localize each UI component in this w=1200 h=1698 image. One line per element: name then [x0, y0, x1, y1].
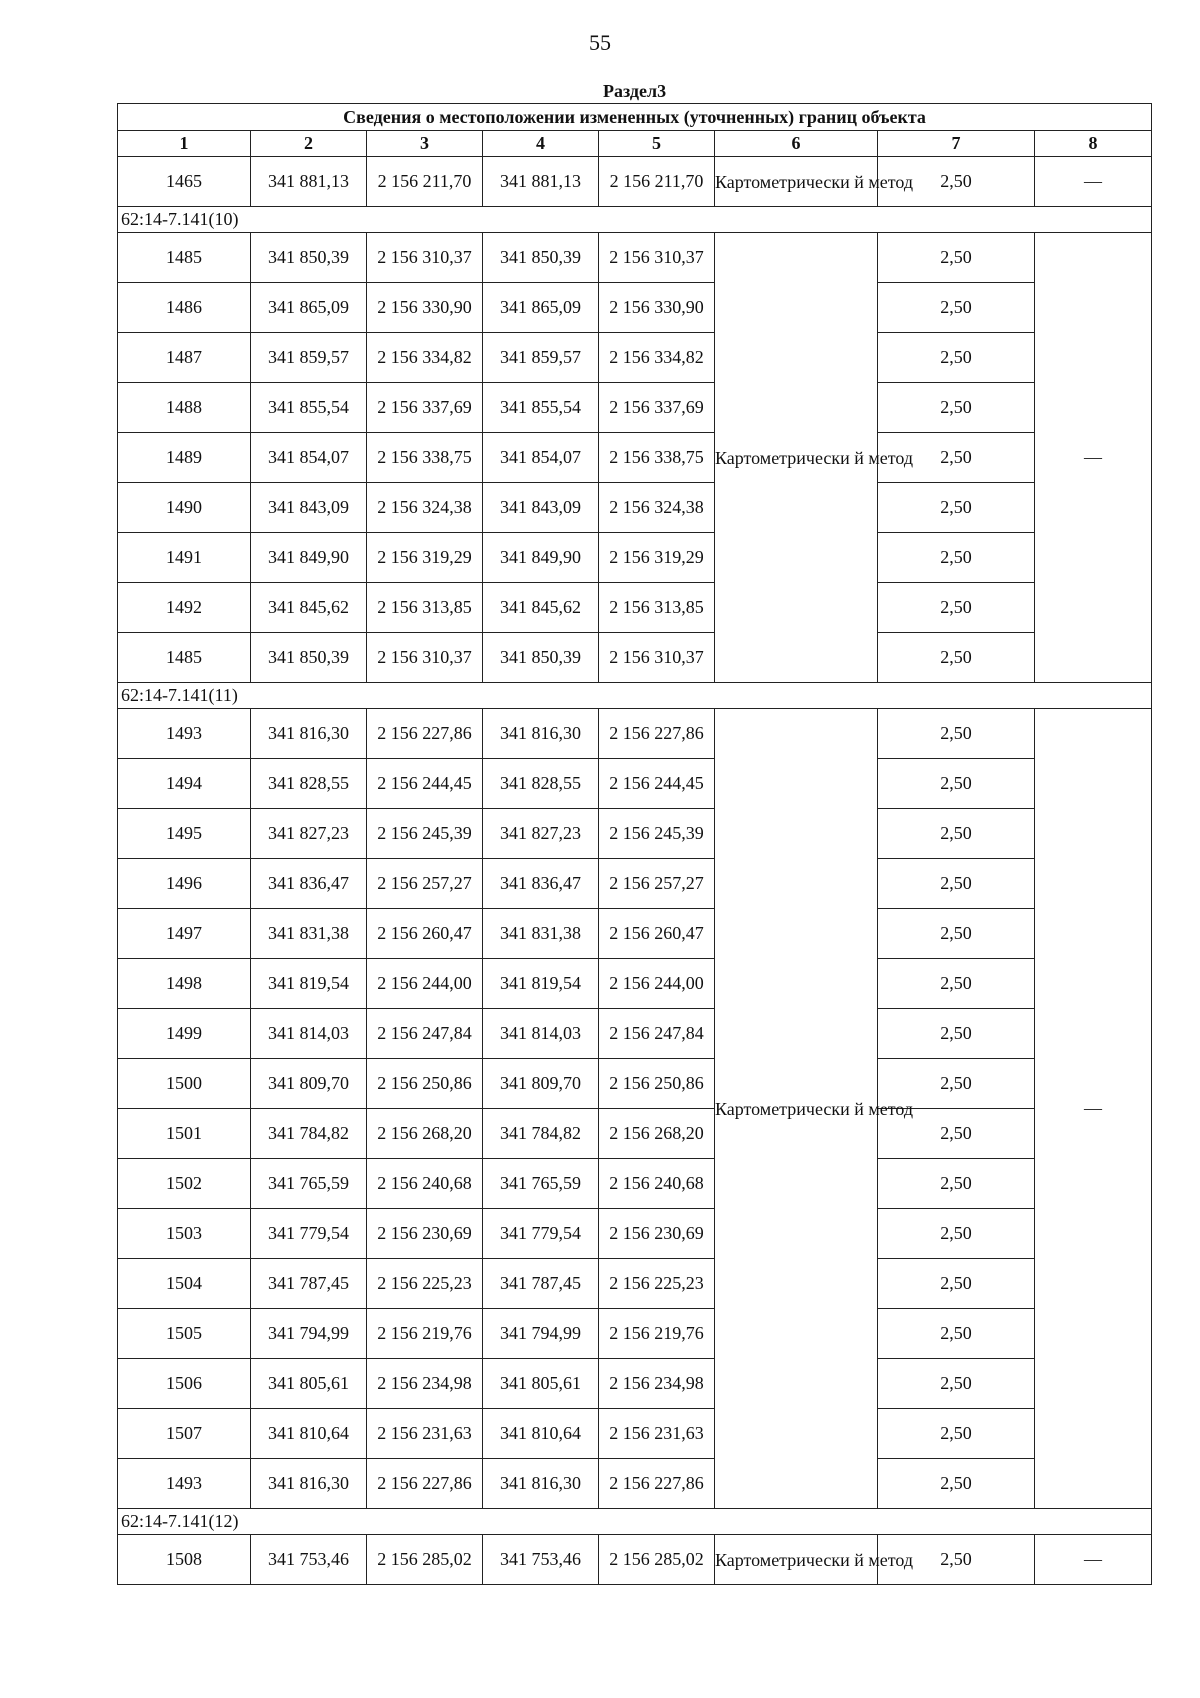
x-old-cell: 341 850,39 — [251, 633, 367, 683]
x-new-cell: 341 809,70 — [483, 1059, 599, 1109]
group-label: 62:14-7.141(11) — [118, 683, 1152, 709]
y-new-cell: 2 156 310,37 — [599, 233, 715, 283]
y-new-cell: 2 156 337,69 — [599, 383, 715, 433]
y-old-cell: 2 156 319,29 — [367, 533, 483, 583]
y-old-cell: 2 156 324,38 — [367, 483, 483, 533]
group-label: 62:14-7.141(10) — [118, 207, 1152, 233]
y-old-cell: 2 156 234,98 — [367, 1359, 483, 1409]
group-label: 62:14-7.141(12) — [118, 1509, 1152, 1535]
table-caption-row — [118, 104, 1152, 131]
y-new-cell: 2 156 285,02 — [599, 1535, 715, 1585]
point-number-cell: 1508 — [118, 1535, 251, 1585]
accuracy-cell: 2,50 — [878, 433, 1035, 483]
y-new-cell: 2 156 227,86 — [599, 1459, 715, 1509]
x-new-cell: 341 787,45 — [483, 1259, 599, 1309]
point-number-cell: 1492 — [118, 583, 251, 633]
x-new-cell: 341 831,38 — [483, 909, 599, 959]
x-old-cell: 341 859,57 — [251, 333, 367, 383]
table-row — [118, 959, 1152, 1009]
y-old-cell: 2 156 244,00 — [367, 959, 483, 1009]
y-old-cell: 2 156 244,45 — [367, 759, 483, 809]
accuracy-cell: 2,50 — [878, 1159, 1035, 1209]
point-number-cell: 1489 — [118, 433, 251, 483]
table-row — [118, 1259, 1152, 1309]
point-number-cell: 1503 — [118, 1209, 251, 1259]
x-old-cell: 341 753,46 — [251, 1535, 367, 1585]
group-header-row — [118, 1509, 1152, 1535]
y-old-cell: 2 156 219,76 — [367, 1309, 483, 1359]
point-number-cell: 1505 — [118, 1309, 251, 1359]
y-old-cell: 2 156 338,75 — [367, 433, 483, 483]
table-row — [118, 333, 1152, 383]
accuracy-cell: 2,50 — [878, 633, 1035, 683]
y-old-cell: 2 156 268,20 — [367, 1109, 483, 1159]
y-old-cell: 2 156 285,02 — [367, 1535, 483, 1585]
x-new-cell: 341 819,54 — [483, 959, 599, 1009]
point-number-cell: 1488 — [118, 383, 251, 433]
x-new-cell: 341 805,61 — [483, 1359, 599, 1409]
x-new-cell: 341 854,07 — [483, 433, 599, 483]
y-new-cell: 2 156 310,37 — [599, 633, 715, 683]
x-old-cell: 341 809,70 — [251, 1059, 367, 1109]
y-old-cell: 2 156 240,68 — [367, 1159, 483, 1209]
y-old-cell: 2 156 250,86 — [367, 1059, 483, 1109]
x-old-cell: 341 843,09 — [251, 483, 367, 533]
column-number: 5 — [599, 131, 715, 157]
accuracy-cell: 2,50 — [878, 1259, 1035, 1309]
y-new-cell: 2 156 240,68 — [599, 1159, 715, 1209]
y-new-cell: 2 156 257,27 — [599, 859, 715, 909]
accuracy-cell: 2,50 — [878, 959, 1035, 1009]
boundary-coordinates-table — [117, 79, 1152, 1585]
y-new-cell: 2 156 211,70 — [599, 157, 715, 207]
dash-cell: — — [1035, 233, 1152, 683]
dash-cell: — — [1035, 1535, 1152, 1585]
point-number-cell: 1486 — [118, 283, 251, 333]
accuracy-cell: 2,50 — [878, 383, 1035, 433]
y-old-cell: 2 156 230,69 — [367, 1209, 483, 1259]
table-row — [118, 1109, 1152, 1159]
point-number-cell: 1507 — [118, 1409, 251, 1459]
x-old-cell: 341 855,54 — [251, 383, 367, 433]
x-new-cell: 341 753,46 — [483, 1535, 599, 1585]
y-new-cell: 2 156 247,84 — [599, 1009, 715, 1059]
column-number-row — [118, 131, 1152, 157]
y-old-cell: 2 156 247,84 — [367, 1009, 483, 1059]
method-cell: Картометрически й метод — [715, 709, 878, 1509]
table-row — [118, 533, 1152, 583]
accuracy-cell: 2,50 — [878, 859, 1035, 909]
column-number: 8 — [1035, 131, 1152, 157]
table-row — [118, 1409, 1152, 1459]
x-new-cell: 341 784,82 — [483, 1109, 599, 1159]
point-number-cell: 1497 — [118, 909, 251, 959]
accuracy-cell: 2,50 — [878, 157, 1035, 207]
x-new-cell: 341 855,54 — [483, 383, 599, 433]
column-number: 1 — [118, 131, 251, 157]
accuracy-cell: 2,50 — [878, 1459, 1035, 1509]
x-new-cell: 341 849,90 — [483, 533, 599, 583]
dash-cell: — — [1035, 709, 1152, 1509]
x-old-cell: 341 814,03 — [251, 1009, 367, 1059]
point-number-cell: 1493 — [118, 1459, 251, 1509]
y-old-cell: 2 156 313,85 — [367, 583, 483, 633]
x-old-cell: 341 828,55 — [251, 759, 367, 809]
table-row — [118, 1535, 1152, 1585]
x-new-cell: 341 865,09 — [483, 283, 599, 333]
point-number-cell: 1506 — [118, 1359, 251, 1409]
x-new-cell: 341 828,55 — [483, 759, 599, 809]
section-title-row — [118, 79, 1152, 104]
y-new-cell: 2 156 227,86 — [599, 709, 715, 759]
y-old-cell: 2 156 227,86 — [367, 709, 483, 759]
x-old-cell: 341 784,82 — [251, 1109, 367, 1159]
y-new-cell: 2 156 244,45 — [599, 759, 715, 809]
column-number: 4 — [483, 131, 599, 157]
x-new-cell: 341 850,39 — [483, 233, 599, 283]
x-new-cell: 341 814,03 — [483, 1009, 599, 1059]
table-row — [118, 157, 1152, 207]
accuracy-cell: 2,50 — [878, 483, 1035, 533]
x-new-cell: 341 779,54 — [483, 1209, 599, 1259]
accuracy-cell: 2,50 — [878, 283, 1035, 333]
accuracy-cell: 2,50 — [878, 1209, 1035, 1259]
x-new-cell: 341 845,62 — [483, 583, 599, 633]
accuracy-cell: 2,50 — [878, 1059, 1035, 1109]
accuracy-cell: 2,50 — [878, 1309, 1035, 1359]
point-number-cell: 1504 — [118, 1259, 251, 1309]
x-old-cell: 341 865,09 — [251, 283, 367, 333]
y-new-cell: 2 156 225,23 — [599, 1259, 715, 1309]
x-old-cell: 341 850,39 — [251, 233, 367, 283]
x-old-cell: 341 816,30 — [251, 1459, 367, 1509]
point-number-cell: 1485 — [118, 233, 251, 283]
point-number-cell: 1490 — [118, 483, 251, 533]
column-number: 3 — [367, 131, 483, 157]
table-row — [118, 909, 1152, 959]
x-old-cell: 341 827,23 — [251, 809, 367, 859]
y-old-cell: 2 156 310,37 — [367, 633, 483, 683]
y-new-cell: 2 156 313,85 — [599, 583, 715, 633]
y-new-cell: 2 156 230,69 — [599, 1209, 715, 1259]
accuracy-cell: 2,50 — [878, 533, 1035, 583]
x-new-cell: 341 850,39 — [483, 633, 599, 683]
accuracy-cell: 2,50 — [878, 1009, 1035, 1059]
page-number: 55 — [589, 30, 611, 55]
x-old-cell: 341 765,59 — [251, 1159, 367, 1209]
group-header-row — [118, 207, 1152, 233]
table-row — [118, 283, 1152, 333]
y-new-cell: 2 156 338,75 — [599, 433, 715, 483]
accuracy-cell: 2,50 — [878, 809, 1035, 859]
y-new-cell: 2 156 234,98 — [599, 1359, 715, 1409]
table-row — [118, 233, 1152, 283]
table-row — [118, 1309, 1152, 1359]
y-old-cell: 2 156 231,63 — [367, 1409, 483, 1459]
x-old-cell: 341 881,13 — [251, 157, 367, 207]
x-old-cell: 341 805,61 — [251, 1359, 367, 1409]
x-new-cell: 341 816,30 — [483, 709, 599, 759]
y-old-cell: 2 156 330,90 — [367, 283, 483, 333]
x-old-cell: 341 836,47 — [251, 859, 367, 909]
y-new-cell: 2 156 324,38 — [599, 483, 715, 533]
y-new-cell: 2 156 334,82 — [599, 333, 715, 383]
accuracy-cell: 2,50 — [878, 1109, 1035, 1159]
y-new-cell: 2 156 268,20 — [599, 1109, 715, 1159]
x-new-cell: 341 827,23 — [483, 809, 599, 859]
y-old-cell: 2 156 310,37 — [367, 233, 483, 283]
table-row — [118, 433, 1152, 483]
table-row — [118, 709, 1152, 759]
x-new-cell: 341 843,09 — [483, 483, 599, 533]
table-row — [118, 633, 1152, 683]
table-row — [118, 759, 1152, 809]
y-old-cell: 2 156 337,69 — [367, 383, 483, 433]
table-row — [118, 1359, 1152, 1409]
table-row — [118, 1209, 1152, 1259]
y-new-cell: 2 156 219,76 — [599, 1309, 715, 1359]
dash-cell: — — [1035, 157, 1152, 207]
y-new-cell: 2 156 330,90 — [599, 283, 715, 333]
x-old-cell: 341 831,38 — [251, 909, 367, 959]
x-new-cell: 341 836,47 — [483, 859, 599, 909]
accuracy-cell: 2,50 — [878, 1409, 1035, 1459]
x-old-cell: 341 854,07 — [251, 433, 367, 483]
x-old-cell: 341 810,64 — [251, 1409, 367, 1459]
x-new-cell: 341 810,64 — [483, 1409, 599, 1459]
x-new-cell: 341 765,59 — [483, 1159, 599, 1209]
table-row — [118, 1459, 1152, 1509]
point-number-cell: 1487 — [118, 333, 251, 383]
x-old-cell: 341 787,45 — [251, 1259, 367, 1309]
table-caption: Сведения о местоположении измененных (уточненных) границ объекта — [118, 104, 1152, 131]
x-old-cell: 341 819,54 — [251, 959, 367, 1009]
accuracy-cell: 2,50 — [878, 709, 1035, 759]
accuracy-cell: 2,50 — [878, 583, 1035, 633]
point-number-cell: 1465 — [118, 157, 251, 207]
table-row — [118, 809, 1152, 859]
point-number-cell: 1493 — [118, 709, 251, 759]
accuracy-cell: 2,50 — [878, 759, 1035, 809]
y-new-cell: 2 156 260,47 — [599, 909, 715, 959]
method-cell: Картометрически й метод — [715, 1535, 878, 1585]
x-old-cell: 341 845,62 — [251, 583, 367, 633]
y-old-cell: 2 156 257,27 — [367, 859, 483, 909]
y-old-cell: 2 156 334,82 — [367, 333, 483, 383]
x-new-cell: 341 859,57 — [483, 333, 599, 383]
y-old-cell: 2 156 245,39 — [367, 809, 483, 859]
method-cell: Картометрически й метод — [715, 233, 878, 683]
point-number-cell: 1498 — [118, 959, 251, 1009]
accuracy-cell: 2,50 — [878, 333, 1035, 383]
y-old-cell: 2 156 211,70 — [367, 157, 483, 207]
point-number-cell: 1502 — [118, 1159, 251, 1209]
table-row — [118, 859, 1152, 909]
point-number-cell: 1496 — [118, 859, 251, 909]
accuracy-cell: 2,50 — [878, 1535, 1035, 1585]
point-number-cell: 1491 — [118, 533, 251, 583]
accuracy-cell: 2,50 — [878, 1359, 1035, 1409]
y-old-cell: 2 156 260,47 — [367, 909, 483, 959]
y-new-cell: 2 156 245,39 — [599, 809, 715, 859]
y-old-cell: 2 156 227,86 — [367, 1459, 483, 1509]
method-cell: Картометрически й метод — [715, 157, 878, 207]
table-row — [118, 1159, 1152, 1209]
table-row — [118, 1059, 1152, 1109]
y-new-cell: 2 156 250,86 — [599, 1059, 715, 1109]
point-number-cell: 1501 — [118, 1109, 251, 1159]
table-row — [118, 583, 1152, 633]
column-number: 7 — [878, 131, 1035, 157]
x-new-cell: 341 881,13 — [483, 157, 599, 207]
x-old-cell: 341 849,90 — [251, 533, 367, 583]
table-row — [118, 483, 1152, 533]
table-row — [118, 1009, 1152, 1059]
x-old-cell: 341 779,54 — [251, 1209, 367, 1259]
y-new-cell: 2 156 231,63 — [599, 1409, 715, 1459]
accuracy-cell: 2,50 — [878, 909, 1035, 959]
point-number-cell: 1495 — [118, 809, 251, 859]
x-new-cell: 341 794,99 — [483, 1309, 599, 1359]
y-new-cell: 2 156 319,29 — [599, 533, 715, 583]
y-old-cell: 2 156 225,23 — [367, 1259, 483, 1309]
point-number-cell: 1500 — [118, 1059, 251, 1109]
point-number-cell: 1494 — [118, 759, 251, 809]
x-old-cell: 341 816,30 — [251, 709, 367, 759]
point-number-cell: 1499 — [118, 1009, 251, 1059]
point-number-cell: 1485 — [118, 633, 251, 683]
column-number: 2 — [251, 131, 367, 157]
section-title: Раздел3 — [603, 80, 667, 101]
x-old-cell: 341 794,99 — [251, 1309, 367, 1359]
column-number: 6 — [715, 131, 878, 157]
accuracy-cell: 2,50 — [878, 233, 1035, 283]
x-new-cell: 341 816,30 — [483, 1459, 599, 1509]
table-row — [118, 383, 1152, 433]
group-header-row — [118, 683, 1152, 709]
y-new-cell: 2 156 244,00 — [599, 959, 715, 1009]
